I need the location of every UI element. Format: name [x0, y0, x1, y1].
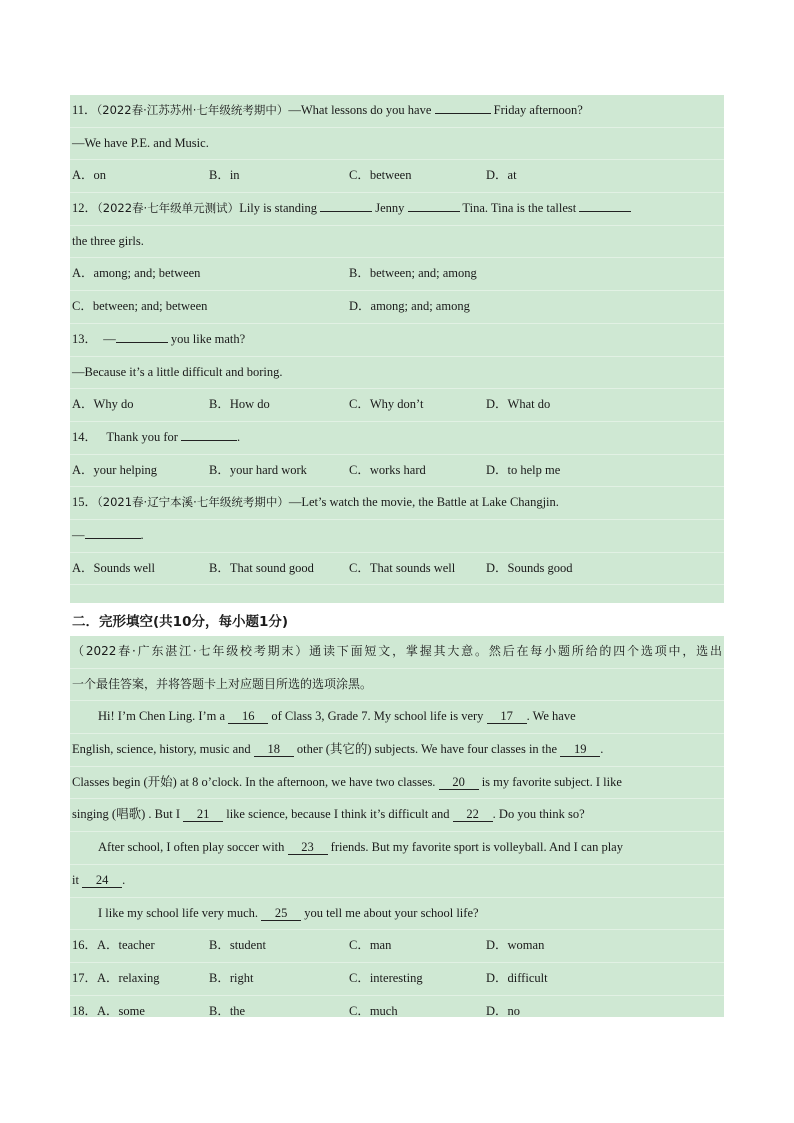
answer-blank[interactable] [579, 197, 631, 212]
option-c[interactable]: C．between [349, 168, 412, 183]
question-stem-end: you like math? [170, 331, 246, 346]
option-a-text: A．teacher [97, 938, 155, 953]
question-11 [70, 95, 724, 128]
option-d[interactable]: D．at [486, 168, 517, 183]
question-12-options-1 [70, 258, 724, 291]
question-stem: Thank you for [106, 429, 178, 444]
blank-22[interactable]: 22 [453, 807, 493, 822]
question-14-options [70, 455, 724, 488]
option-b[interactable]: B．the [209, 1003, 246, 1018]
passage-text: English, science, history, music and [72, 742, 251, 757]
option-c[interactable]: C．Why don’t [349, 397, 424, 412]
answer-blank[interactable] [320, 197, 372, 212]
question-12 [70, 193, 724, 226]
passage-line-1 [70, 701, 724, 734]
option-c[interactable]: C．between; and; between [72, 299, 208, 314]
question-source: （2022春·七年级单元测试） [97, 201, 240, 216]
option-d[interactable]: D．woman [486, 938, 545, 953]
question-source: （2022春·江苏苏州·七年级统考期中） [96, 103, 289, 117]
passage-text: singing (唱歌) . But I [72, 807, 180, 822]
passage-text: Classes begin (开始) at 8 o’clock. In the afternoon, we have two classes. [72, 774, 436, 789]
question-stem: —What lessons do you have [288, 103, 432, 117]
option-c[interactable]: C．much [349, 1003, 398, 1018]
answer-blank[interactable] [408, 197, 460, 212]
question-dash: — [72, 527, 85, 542]
passage-text: . Do you think so? [492, 807, 585, 822]
question-stem-end: Friday afternoon? [493, 103, 583, 117]
answer-blank[interactable] [116, 328, 168, 343]
passage-line-5 [70, 832, 724, 865]
section-title: 二．完形填空(共10分，每小题1分) [72, 614, 289, 630]
passage-text: of Class 3, Grade 7. My school life is very [271, 709, 484, 724]
cloze-intro-line2: 一个最佳答案，并将答题卡上对应题目所选的选项涂黑。 [70, 669, 724, 702]
cloze-block [70, 636, 724, 1017]
question-stem-end: Tina. Tina is the tallest [462, 201, 577, 216]
passage-text: . [122, 872, 126, 887]
questions-11-15-block [70, 95, 724, 603]
question-12-line2: the three girls. [70, 226, 724, 259]
question-15-options [70, 553, 724, 586]
option-a[interactable]: A．Sounds well [72, 560, 155, 575]
question-15 [70, 487, 724, 520]
option-c[interactable]: C．interesting [349, 970, 423, 985]
answer-blank[interactable] [435, 99, 491, 114]
option-a[interactable] [72, 930, 155, 962]
question-number: 11． [72, 103, 97, 117]
option-c[interactable]: C．man [349, 938, 392, 953]
blank-21[interactable]: 21 [183, 807, 223, 822]
question-12-options-2 [70, 291, 724, 324]
passage-text: After school, I often play soccer with [98, 840, 285, 855]
question-stem: —Let’s watch the movie, the Battle at Lake Changjin. [288, 495, 559, 510]
option-a-text: A．relaxing [97, 970, 160, 985]
option-b[interactable]: B．between; and; among [349, 266, 477, 281]
option-d[interactable]: D．no [486, 1003, 521, 1018]
option-b[interactable]: B．student [209, 938, 266, 953]
question-stem: Lily is standing [239, 201, 317, 216]
option-d[interactable]: D．What do [486, 397, 551, 412]
question-stem-end: . [237, 429, 241, 444]
option-a[interactable] [72, 996, 145, 1028]
question-13 [70, 324, 724, 357]
question-17-options [70, 963, 724, 996]
option-b[interactable]: B．in [209, 168, 240, 183]
option-a-text: A．some [97, 1003, 145, 1018]
question-number: 16． [72, 938, 98, 953]
question-11-options [70, 160, 724, 193]
question-number: 17． [72, 970, 98, 985]
question-13-options [70, 389, 724, 422]
option-c[interactable]: C．works hard [349, 462, 426, 477]
option-a[interactable]: A．among; and; between [72, 266, 201, 281]
option-b[interactable]: B．That sound good [209, 560, 314, 575]
question-18-options [70, 996, 724, 1028]
question-source: （2021春·辽宁本溪·七年级统考期中） [97, 495, 289, 510]
blank-25[interactable]: 25 [261, 906, 301, 921]
blank-18[interactable]: 18 [254, 742, 294, 757]
option-a[interactable] [72, 963, 160, 995]
option-d[interactable]: D．Sounds good [486, 560, 573, 575]
question-number: 18． [72, 1003, 98, 1018]
blank-19[interactable]: 19 [560, 742, 600, 757]
passage-line-3 [70, 767, 724, 800]
passage-text: Hi! I’m Chen Ling. I’m a [98, 709, 226, 724]
question-number: 13． [72, 331, 98, 346]
question-16-options [70, 930, 724, 963]
passage-text: . We have [526, 709, 576, 724]
option-d[interactable]: D．difficult [486, 970, 548, 985]
passage-line-7 [70, 898, 724, 931]
question-15-line2 [70, 520, 724, 553]
option-a[interactable]: A．Why do [72, 397, 134, 412]
passage-text: . [600, 742, 604, 757]
passage-text: is my favorite subject. I like [481, 774, 622, 789]
passage-text: I like my school life very much. [98, 905, 259, 920]
option-d[interactable]: D．to help me [486, 462, 561, 477]
blank-20[interactable]: 20 [439, 775, 479, 790]
passage-text: friends. But my favorite sport is volleyball. And I can play [330, 840, 623, 855]
question-stem-end: . [140, 527, 144, 542]
option-b[interactable]: B．How do [209, 397, 270, 412]
passage-text: like science, because I think it’s difficult and [226, 807, 450, 822]
blank-24[interactable]: 24 [82, 873, 122, 888]
option-c[interactable]: C．That sounds well [349, 560, 456, 575]
passage-text: you tell me about your school life? [304, 905, 479, 920]
question-13-line2: —Because it’s a little difficult and boring. [70, 357, 724, 390]
question-14 [70, 422, 724, 455]
option-b[interactable]: B．your hard work [209, 462, 307, 477]
answer-blank[interactable] [85, 524, 141, 539]
blank-16[interactable]: 16 [228, 709, 268, 724]
question-number: 15． [72, 495, 98, 510]
blank-23[interactable]: 23 [288, 840, 328, 855]
question-number: 12． [72, 201, 98, 216]
question-number: 14． [72, 429, 98, 444]
passage-text: it [72, 872, 79, 887]
answer-blank[interactable] [181, 426, 237, 441]
option-b[interactable]: B．right [209, 970, 254, 985]
passage-line-2 [70, 734, 724, 767]
question-11-line2: —We have P.E. and Music. [70, 128, 724, 161]
option-a[interactable]: A．your helping [72, 462, 158, 477]
blank-17[interactable]: 17 [487, 709, 527, 724]
option-a[interactable]: A．on [72, 168, 107, 183]
question-dash: — [103, 331, 116, 346]
passage-line-4 [70, 799, 724, 832]
passage-text: other (其它的) subjects. We have four classes in the [296, 742, 558, 757]
passage-line-6 [70, 865, 724, 898]
question-stem-mid: Jenny [375, 201, 405, 216]
option-d[interactable]: D．among; and; among [349, 299, 470, 314]
cloze-intro-line1: （2022春·广东湛江·七年级校考期末）通读下面短文，掌握其大意。然后在每小题所给的四个选项中，选出 [70, 636, 724, 669]
